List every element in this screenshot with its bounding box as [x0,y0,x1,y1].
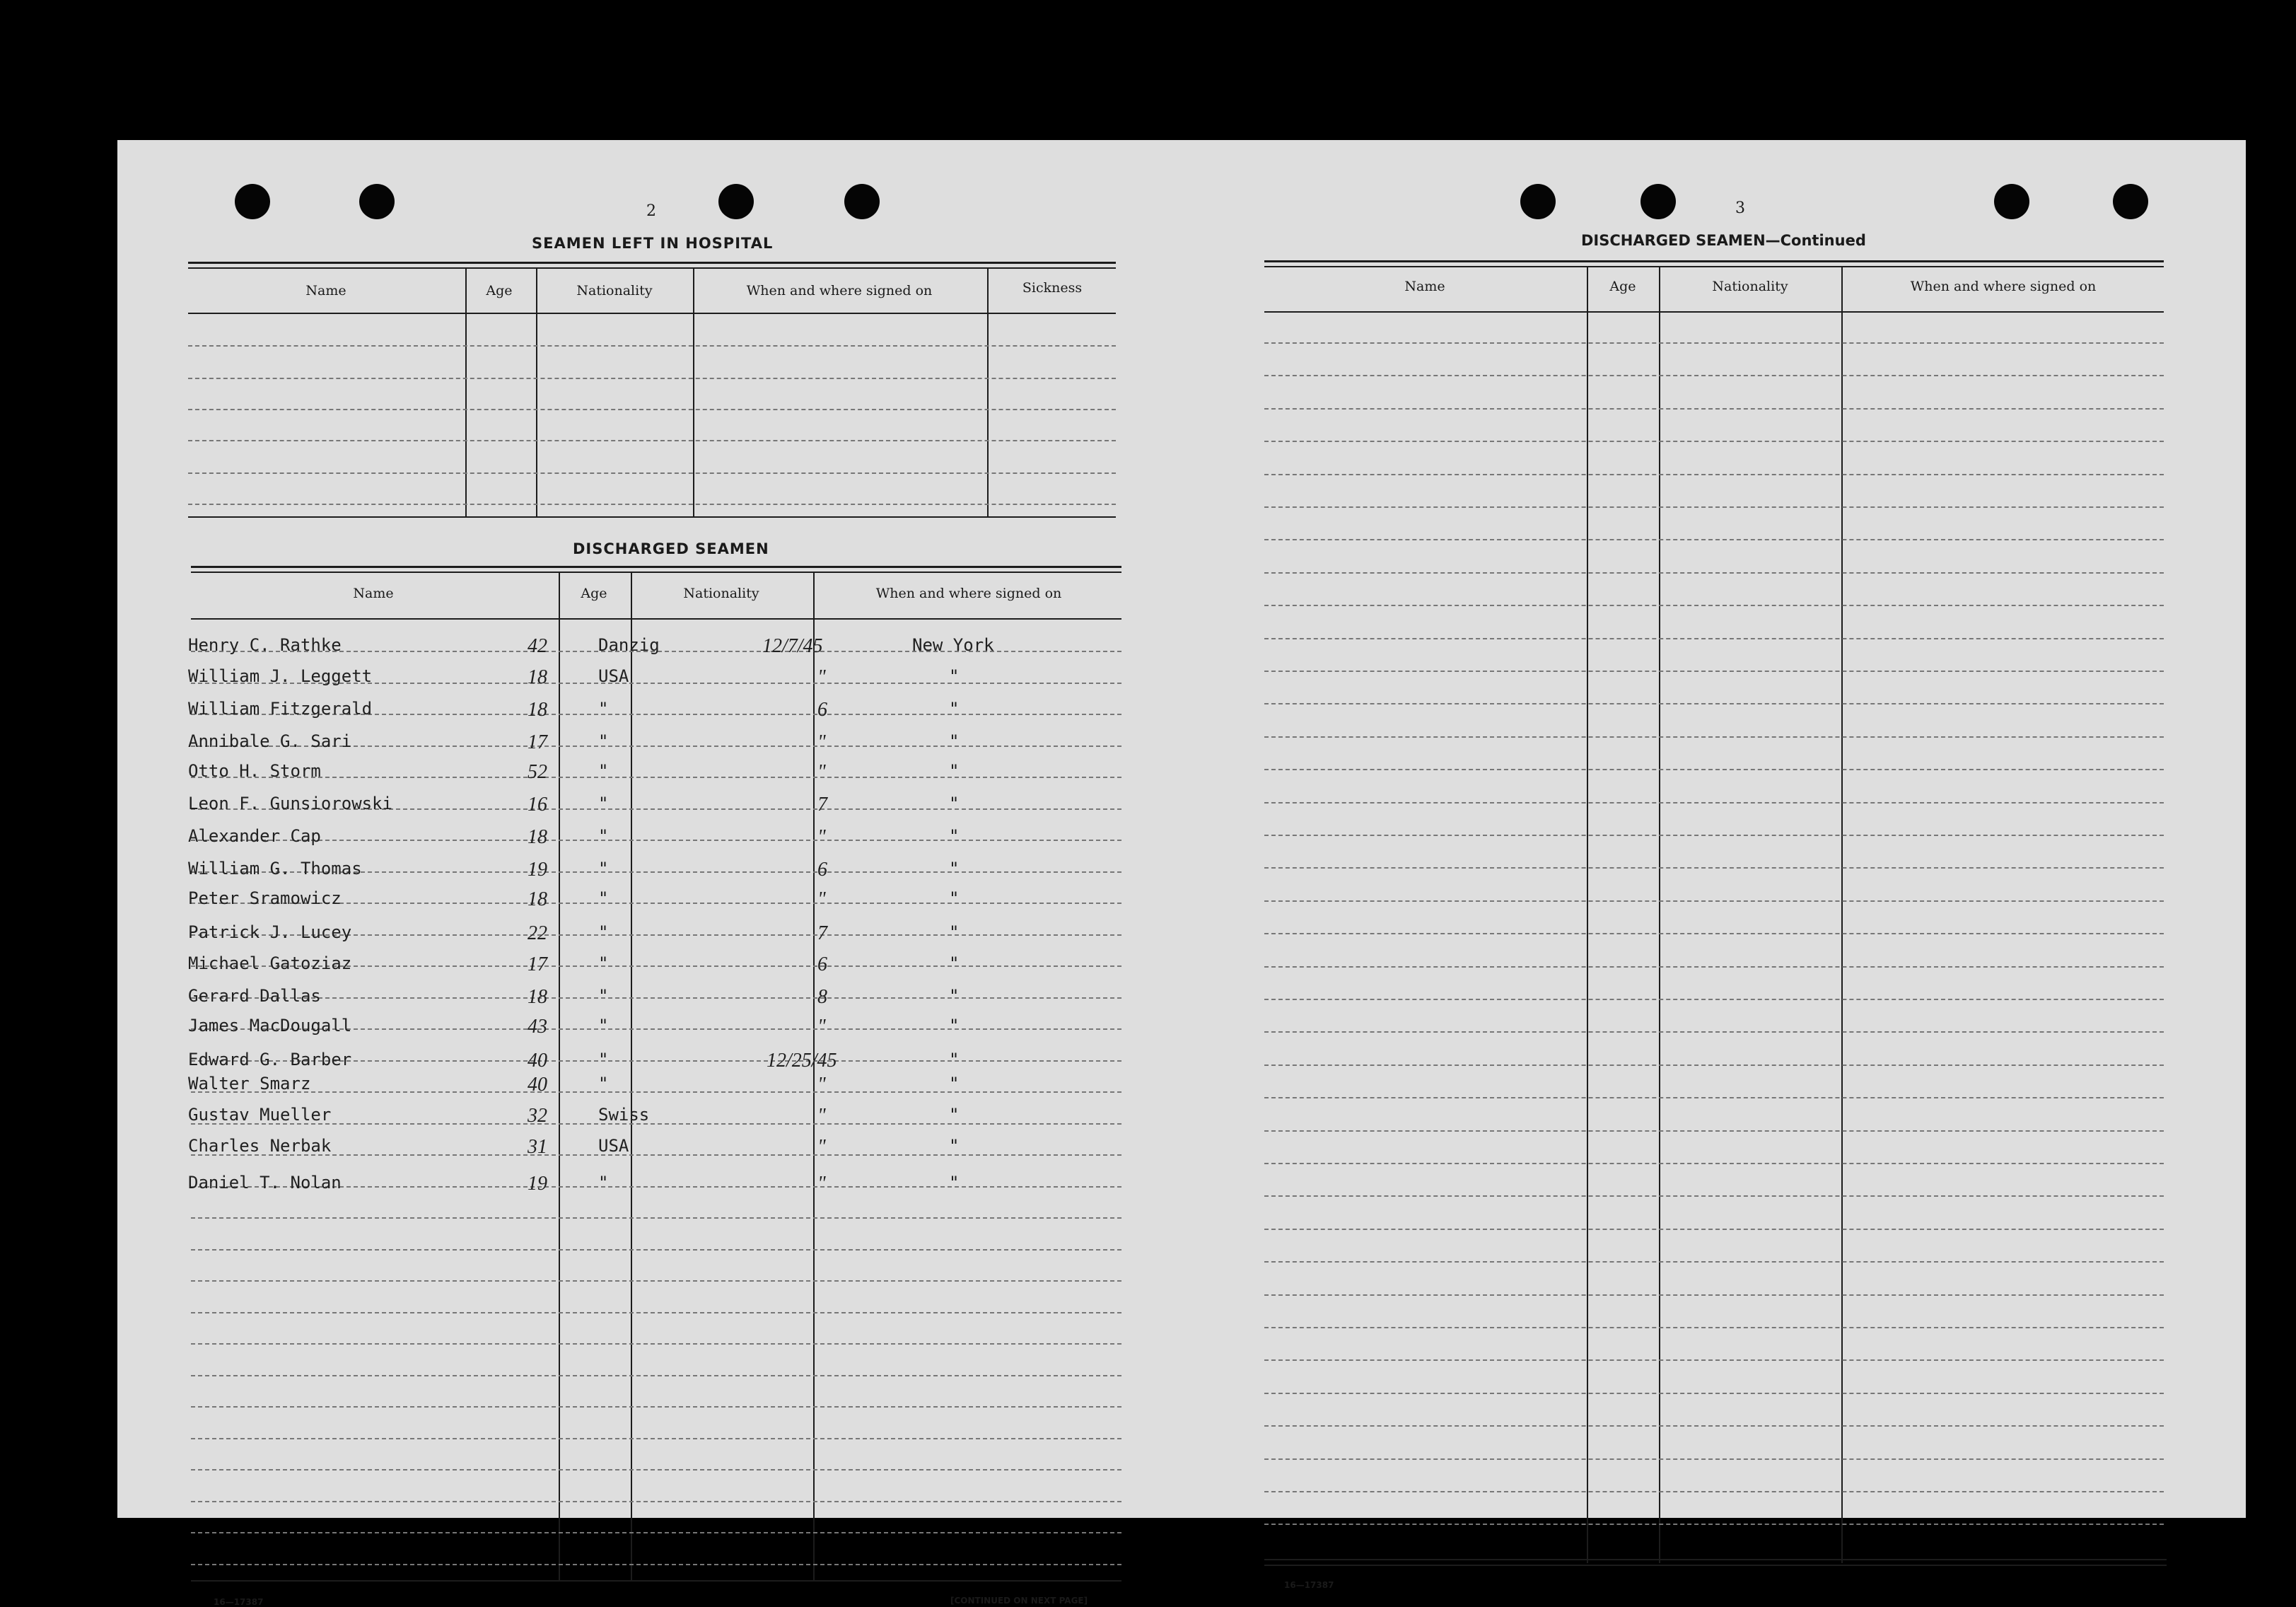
manifest-sheet [117,140,2246,1607]
seaman-nationality: " [598,794,609,813]
signed-on-date: " [817,1136,826,1158]
seaman-nationality: USA [598,666,629,686]
seaman-nationality: " [598,986,609,1006]
seaman-age: 16 [528,794,547,816]
discharged-header-nationality: Nationality [683,586,759,601]
seaman-nationality: Swiss [598,1105,650,1125]
right-header-signed-on: When and where signed on [1910,279,2097,294]
seaman-name: Gerard Dallas [188,986,321,1006]
hospital-header-nationality: Nationality [576,283,653,298]
signed-on-place: " [949,922,960,942]
page-number-right: 3 [1735,199,1745,217]
seaman-name: Michael Gatoziaz [188,953,352,973]
punch-hole-icon [1520,184,1556,219]
seaman-age: 40 [528,1074,547,1096]
signed-on-place: " [949,1074,960,1093]
seaman-name: Edward G. Barber [188,1050,352,1069]
seaman-name: Otto H. Storm [188,761,321,781]
seaman-nationality: " [598,1050,609,1069]
seaman-age: 18 [528,699,547,721]
continued-note: [CONTINUED ON NEXT PAGE] [950,1596,1088,1606]
seaman-nationality: " [598,859,609,878]
seaman-age: 52 [528,761,547,783]
signed-on-date: 6 [817,859,827,881]
signed-on-place: " [949,1105,960,1125]
hospital-header-name: Name [305,283,346,298]
seaman-name: William J. Leggett [188,666,373,686]
signed-on-place: " [949,826,960,846]
signed-on-date: " [817,826,826,848]
page-number-left: 2 [646,202,656,220]
punch-hole-icon [2113,184,2148,219]
signed-on-place: New York [912,635,994,655]
seaman-age: 18 [528,986,547,1008]
right-section-title: DISCHARGED SEAMEN—Continued [1581,232,1866,249]
right-header-name: Name [1404,279,1445,294]
signed-on-place: " [949,761,960,781]
seaman-nationality: " [598,731,609,751]
punch-hole-icon [1994,184,2029,219]
hospital-section-title: SEAMEN LEFT IN HOSPITAL [532,235,774,252]
signed-on-place: " [949,699,960,719]
seaman-nationality: " [598,826,609,846]
seaman-nationality: " [598,1016,609,1035]
seaman-age: 18 [528,888,547,910]
seaman-name: Annibale G. Sari [188,731,352,751]
seaman-name: Henry C. Rathke [188,635,342,655]
discharged-header-name: Name [353,586,394,601]
discharged-header-age: Age [581,586,607,601]
seaman-nationality: " [598,1173,609,1193]
signed-on-date: 8 [817,986,827,1008]
signed-on-place: " [949,888,960,908]
seaman-age: 40 [528,1050,547,1072]
seaman-age: 42 [528,635,547,657]
seaman-name: Patrick J. Lucey [188,922,352,942]
signed-on-place: " [949,1016,960,1035]
seaman-nationality: Danzig [598,635,660,655]
signed-on-date: 12/25/45 [767,1050,837,1072]
seaman-age: 17 [528,953,547,975]
seaman-nationality: USA [598,1136,629,1156]
seaman-name: Charles Nerbak [188,1136,332,1156]
punch-hole-icon [235,184,270,219]
hospital-header-sickness: Sickness [1022,280,1083,296]
signed-on-date: " [817,761,826,783]
signed-on-date: 6 [817,699,827,721]
signed-on-date: " [817,1016,826,1038]
hospital-header-signed-on: When and where signed on [746,283,933,298]
seaman-nationality: " [598,888,609,908]
seaman-age: 17 [528,731,547,753]
signed-on-date: 7 [817,922,827,944]
seaman-nationality: " [598,922,609,942]
seaman-nationality: " [598,761,609,781]
seaman-name: James MacDougall [188,1016,352,1035]
seaman-name: William G. Thomas [188,859,362,878]
signed-on-place: " [949,794,960,813]
right-header-age: Age [1609,279,1636,294]
signed-on-place: " [949,859,960,878]
punch-hole-icon [1641,184,1676,219]
punch-hole-icon [718,184,754,219]
seaman-age: 32 [528,1105,547,1127]
signed-on-place: " [949,1173,960,1193]
signed-on-date: 6 [817,953,827,975]
signed-on-date: " [817,666,826,688]
signed-on-place: " [949,986,960,1006]
signed-on-place: " [949,731,960,751]
signed-on-date: " [817,1105,826,1127]
signed-on-date: " [817,731,826,753]
discharged-header-signed-on: When and where signed on [875,586,1062,601]
hospital-header-age: Age [486,283,513,298]
signed-on-date: 7 [817,794,827,816]
seaman-age: 22 [528,922,547,944]
signed-on-place: " [949,1136,960,1156]
seaman-name: Leon F. Gunsiorowski [188,794,392,813]
punch-hole-icon [844,184,880,219]
seaman-nationality: " [598,1074,609,1093]
seaman-name: William Fitzgerald [188,699,373,719]
seaman-name: Gustav Mueller [188,1105,332,1125]
form-number-right: 16—17387 [1284,1580,1334,1590]
signed-on-date: " [817,1074,826,1096]
punch-hole-icon [359,184,395,219]
seaman-age: 19 [528,1173,547,1195]
seaman-nationality: " [598,699,609,719]
seaman-name: Alexander Cap [188,826,321,846]
discharged-section-title: DISCHARGED SEAMEN [573,540,769,557]
seaman-name: Walter Smarz [188,1074,311,1093]
signed-on-place: " [949,666,960,686]
signed-on-date: " [817,888,826,910]
right-header-nationality: Nationality [1712,279,1788,294]
seaman-age: 19 [528,859,547,881]
seaman-name: Daniel T. Nolan [188,1173,342,1193]
signed-on-place: " [949,953,960,973]
seaman-age: 18 [528,666,547,688]
seaman-age: 43 [528,1016,547,1038]
signed-on-date: " [817,1173,826,1195]
seaman-nationality: " [598,953,609,973]
seaman-age: 31 [528,1136,547,1158]
seaman-age: 18 [528,826,547,848]
seaman-name: Peter Sramowicz [188,888,342,908]
signed-on-place: " [949,1050,960,1069]
signed-on-date: 12/7/45 [762,635,823,657]
form-number-left: 16—17387 [214,1597,264,1607]
